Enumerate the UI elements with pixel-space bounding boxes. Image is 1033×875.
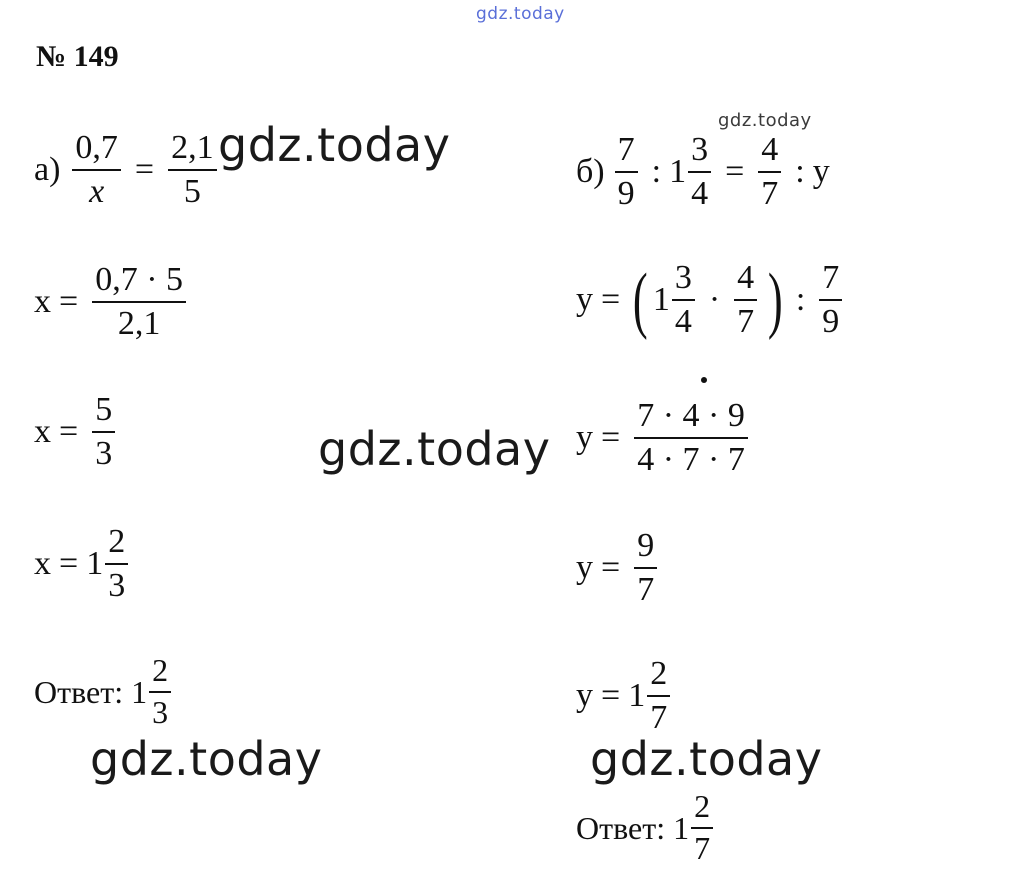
equals-sign: = — [601, 548, 621, 586]
numerator: 2 — [694, 788, 711, 824]
part-a-answer — [34, 654, 177, 729]
part-a-label: а) — [34, 150, 61, 188]
fraction-bar — [634, 437, 748, 439]
part-b-eq2 — [576, 260, 848, 339]
fraction-bar — [92, 431, 115, 433]
fraction-bar — [149, 691, 171, 693]
fraction — [105, 524, 128, 603]
variable: x — [34, 282, 51, 320]
equals-sign: = — [601, 676, 621, 714]
denominator: 5 — [183, 172, 201, 210]
whole-part: 1 — [131, 673, 148, 710]
equals-sign: = — [134, 150, 155, 188]
whole-part: 1 — [652, 280, 670, 318]
denominator: 7 — [694, 829, 711, 866]
equals-sign: = — [601, 418, 621, 456]
watermark-center: gdz.today — [318, 422, 551, 476]
fraction-bar — [819, 299, 842, 301]
numerator: 0,7 — [75, 129, 118, 166]
fraction — [734, 260, 757, 339]
variable: y — [576, 676, 593, 714]
fraction-bar — [688, 171, 711, 173]
denominator: 9 — [822, 302, 840, 340]
denominator: x — [89, 172, 105, 210]
denominator: 3 — [108, 566, 126, 604]
fraction — [647, 656, 670, 735]
watermark-a-header: gdz.today — [218, 118, 451, 172]
fraction-bar — [72, 169, 121, 171]
fraction — [691, 790, 713, 865]
variable: x — [34, 544, 51, 582]
problem-number: № 149 — [36, 40, 119, 73]
part-b-eq3 — [576, 398, 754, 477]
fraction — [688, 132, 711, 211]
denominator: 9 — [617, 174, 635, 212]
fraction — [615, 132, 638, 211]
part-a-eq1 — [34, 130, 223, 209]
denominator: 7 — [761, 174, 779, 212]
denominator: 4 — [691, 174, 709, 212]
fraction — [149, 654, 171, 729]
watermark-right-small: gdz.today — [718, 110, 812, 131]
numerator: 4 — [761, 131, 779, 168]
numerator: 7 · 4 · 9 — [637, 397, 745, 434]
equals-sign: = — [59, 412, 79, 450]
numerator: 4 — [737, 259, 755, 296]
part-b-label: б) — [576, 152, 605, 190]
numerator: 7 — [822, 259, 840, 296]
fraction — [634, 528, 657, 607]
numerator: 5 — [95, 391, 113, 428]
whole-part: 1 — [673, 809, 690, 846]
division-sign: : — [795, 280, 806, 318]
division-sign: : — [795, 152, 805, 190]
answer-label: Ответ: — [34, 673, 124, 710]
numerator: 2 — [108, 523, 126, 560]
fraction-bar — [168, 169, 217, 171]
whole-part: 1 — [669, 152, 687, 190]
whole-part: 1 — [86, 544, 104, 582]
division-sign: : — [651, 152, 662, 190]
watermark-bottom-right: gdz.today — [590, 732, 823, 786]
fraction — [672, 260, 695, 339]
equals-sign: = — [601, 280, 621, 318]
equals-sign: = — [725, 152, 745, 190]
equals-sign: = — [59, 544, 79, 582]
watermark-top: gdz.today — [476, 4, 565, 24]
fraction-bar — [691, 827, 713, 829]
fraction-bar — [92, 301, 186, 303]
denominator: 7 — [737, 302, 755, 340]
variable: x — [34, 412, 51, 450]
fraction-bar — [105, 563, 128, 565]
numerator: 3 — [674, 259, 692, 296]
fraction-bar — [672, 299, 695, 301]
part-b-eq4 — [576, 528, 663, 607]
part-b-answer — [576, 790, 719, 865]
denominator: 7 — [650, 698, 668, 736]
fraction — [819, 260, 842, 339]
denominator: 4 · 7 · 7 — [637, 440, 745, 478]
part-b-eq5 — [576, 656, 676, 735]
fraction-bar — [634, 567, 657, 569]
denominator: 3 — [152, 693, 169, 730]
numerator: 9 — [637, 527, 655, 564]
part-b-eq1 — [576, 132, 830, 211]
part-a-eq2 — [34, 262, 192, 341]
numerator: 0,7 · 5 — [95, 261, 184, 298]
denominator: 3 — [95, 434, 113, 472]
whole-part: 1 — [628, 676, 646, 714]
fraction-bar — [615, 171, 638, 173]
watermark-bottom-left: gdz.today — [90, 732, 323, 786]
fraction — [634, 398, 748, 477]
left-parenthesis: ( — [633, 258, 648, 341]
numerator: 7 — [617, 131, 635, 168]
fraction — [758, 132, 781, 211]
part-a-eq3 — [34, 392, 121, 471]
variable: y — [812, 152, 830, 190]
numerator: 2 — [152, 652, 169, 688]
variable: y — [576, 418, 593, 456]
denominator: 2,1 — [117, 304, 161, 342]
fraction — [92, 262, 186, 341]
variable: y — [576, 280, 593, 318]
fraction-bar — [734, 299, 757, 301]
fraction-bar — [647, 695, 670, 697]
fraction — [168, 130, 217, 209]
fraction — [92, 392, 115, 471]
right-parenthesis: ) — [768, 258, 783, 341]
numerator: 2 — [650, 655, 668, 692]
numerator: 2,1 — [171, 129, 214, 166]
equals-sign: = — [59, 282, 79, 320]
denominator: 4 — [674, 302, 692, 340]
multiplication-dot: · — [708, 280, 721, 318]
variable: y — [576, 548, 593, 586]
denominator: 7 — [637, 570, 655, 608]
fraction — [72, 130, 121, 209]
fraction-bar — [758, 171, 781, 173]
answer-label: Ответ: — [576, 809, 666, 846]
numerator: 3 — [691, 131, 709, 168]
part-a-eq4 — [34, 524, 134, 603]
stray-dot — [701, 377, 707, 383]
